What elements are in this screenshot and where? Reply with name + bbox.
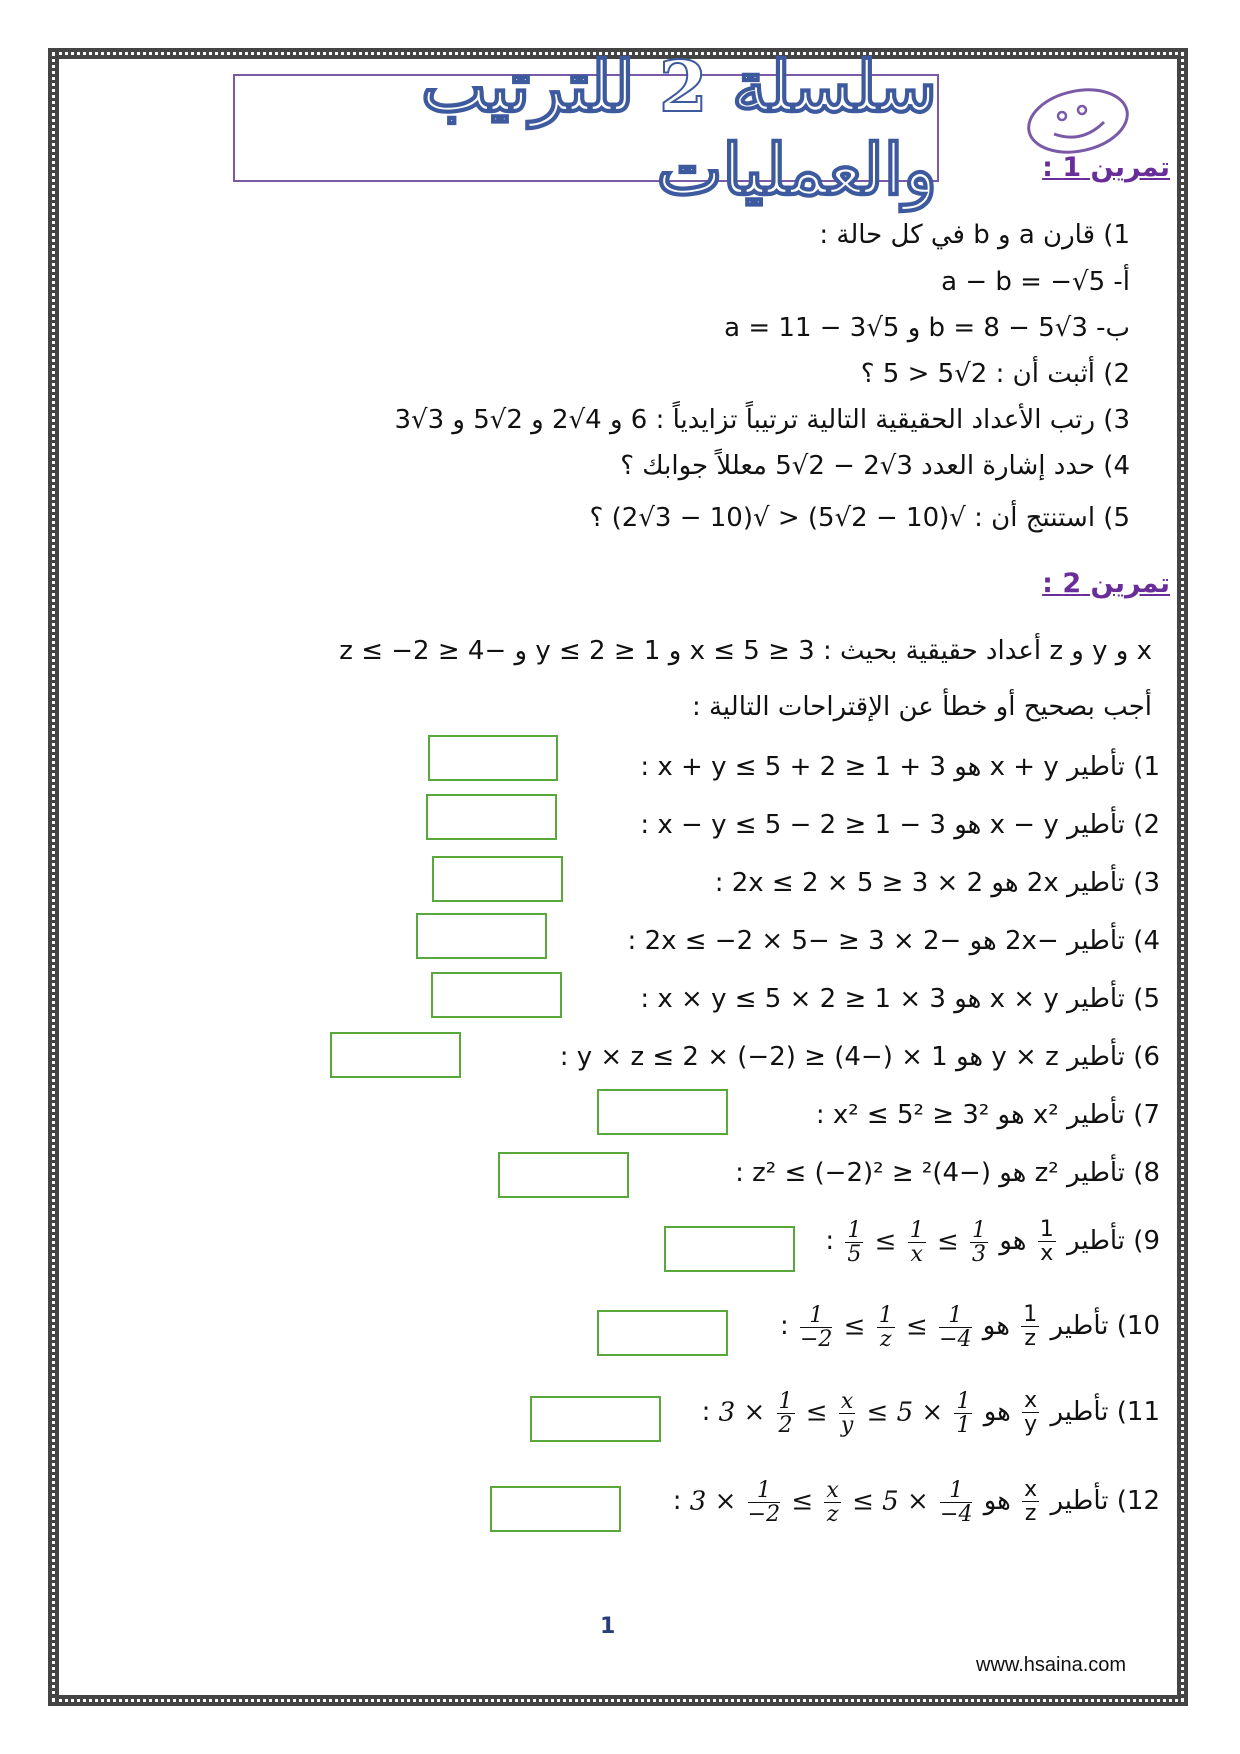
ex1-question-3: 3) رتب الأعداد الحقيقية التالية ترتيباً تزايدياً : 6 و 4√2 و 2√5 و 3√3 (394, 405, 1130, 435)
ex2-item-11: 11) تأطير $\frac{x}{y}$ هو 3 × $\frac{1}{2}$ ≤ $\frac{x}{y}$ ≤ 5 × $\frac{1}{1}$ : (701, 1388, 1160, 1438)
fraction: $\frac{x}{z}$ (1024, 1477, 1038, 1527)
ex2-item-10: 10) تأطير $\frac{1}{z}$ هو $\frac{1}{-2}$ ≤ $\frac{1}{z}$ ≤ $\frac{1}{-4}$ : (779, 1302, 1160, 1352)
item-12-inequality: 3 × $\frac{1}{-2}$ ≤ $\frac{x}{z}$ ≤ 5 × $\frac{1}{-4}$ (689, 1477, 973, 1527)
ex1-question-2: 2) أثبت أن : 2√5 < 5 ؟ (860, 359, 1130, 389)
item-10-inequality: $\frac{1}{-2}$ ≤ $\frac{1}{z}$ ≤ $\frac{1}{-4}$ (799, 1302, 972, 1352)
answer-box-9[interactable] (664, 1226, 795, 1272)
ex2-item-1: 1) تأطير x + y هو 3 + 1 ≤ x + y ≤ 5 + 2 : (640, 752, 1160, 782)
page-title: سلسلة 2 للترتيب والعمليات (420, 45, 937, 211)
ex1-question-1: 1) قارن a و b في كل حالة : (819, 220, 1130, 250)
ex2-intro: x و y و z أعداد حقيقية بحيث : 3 ≤ x ≤ 5 و 1 ≤ y ≤ 2 و −4 ≤ z ≤ −2 (339, 636, 1152, 666)
title-box (233, 45, 939, 211)
item-11-label: 11) تأطير (1050, 1397, 1160, 1428)
ex2-item-5: 5) تأطير x × y هو 3 × 1 ≤ x × y ≤ 5 × 2 : (640, 984, 1160, 1014)
answer-box-3[interactable] (432, 856, 563, 902)
answer-box-12[interactable] (490, 1486, 621, 1532)
answer-box-4[interactable] (416, 913, 547, 959)
item-9-inequality: $\frac{1}{5}$ ≤ $\frac{1}{x}$ ≤ $\frac{1}{3}$ (847, 1217, 987, 1267)
ex2-item-4: 4) تأطير −2x هو −2 × 3 ≤ −2x ≤ −2 × 5 : (627, 926, 1160, 956)
website-link[interactable]: www.hsaina.com (976, 1654, 1127, 1676)
ex2-item-6: 6) تأطير y × z هو 1 × (−4) ≤ y × z ≤ 2 × (−2) : (559, 1042, 1160, 1072)
answer-box-11[interactable] (530, 1396, 661, 1442)
ex2-item-2: 2) تأطير x − y هو 3 − 1 ≤ x − y ≤ 5 − 2 : (640, 810, 1160, 840)
ex1-question-5: 5) استنتج أن : √(10 − 2√5) < √(10 − 3√2) ؟ (589, 503, 1130, 533)
exercise-2-title: تمرين 2 : (1042, 568, 1170, 599)
exercise-1-title: تمرين 1 : (1042, 152, 1170, 183)
answer-box-8[interactable] (498, 1152, 629, 1198)
item-10-label: 10) تأطير (1050, 1311, 1160, 1342)
fraction: $\frac{1}{x}$ (1039, 1217, 1054, 1267)
ex2-item-8: 8) تأطير z² هو (−4)² ≤ z² ≤ (−2)² : (735, 1158, 1160, 1188)
ex2-item-7: 7) تأطير x² هو 3² ≤ x² ≤ 5² : (815, 1100, 1160, 1130)
item-11-inequality: 3 × $\frac{1}{2}$ ≤ $\frac{x}{y}$ ≤ 5 × $\frac{1}{1}$ (718, 1388, 971, 1438)
smiley-icon (1024, 86, 1132, 156)
fraction: $\frac{1}{z}$ (1023, 1302, 1038, 1352)
answer-box-1[interactable] (428, 735, 558, 781)
ex1-question-1b: ب- b = 8 − 5√3 و a = 11 − 3√5 (724, 313, 1130, 343)
ex2-item-3: 3) تأطير 2x هو 2 × 3 ≤ 2x ≤ 2 × 5 : (714, 868, 1160, 898)
answer-box-7[interactable] (597, 1089, 728, 1135)
ex2-item-9: 9) تأطير $\frac{1}{x}$ هو $\frac{1}{5}$ ≤ $\frac{1}{x}$ ≤ $\frac{1}{3}$ : (825, 1217, 1160, 1267)
answer-box-5[interactable] (431, 972, 562, 1018)
answer-box-6[interactable] (330, 1032, 461, 1078)
item-12-label: 12) تأطير (1050, 1486, 1160, 1517)
ex2-item-12: 12) تأطير $\frac{x}{z}$ هو 3 × $\frac{1}{-2}$ ≤ $\frac{x}{z}$ ≤ 5 × $\frac{1}{-4}$ : (672, 1477, 1160, 1527)
fraction: $\frac{x}{y}$ (1024, 1388, 1038, 1438)
page-number: 1 (600, 1614, 616, 1639)
ex1-question-1a: أ- a − b = −√5 (941, 267, 1130, 297)
ex1-question-4: 4) حدد إشارة العدد 3√2 − 2√5 معللاً جوابك ؟ (620, 451, 1130, 481)
answer-box-10[interactable] (597, 1310, 728, 1356)
ex2-instruction: أجب بصحيح أو خطأ عن الإقتراحات التالية : (691, 692, 1152, 722)
item-9-label: 9) تأطير (1067, 1226, 1160, 1257)
answer-box-2[interactable] (426, 794, 557, 840)
